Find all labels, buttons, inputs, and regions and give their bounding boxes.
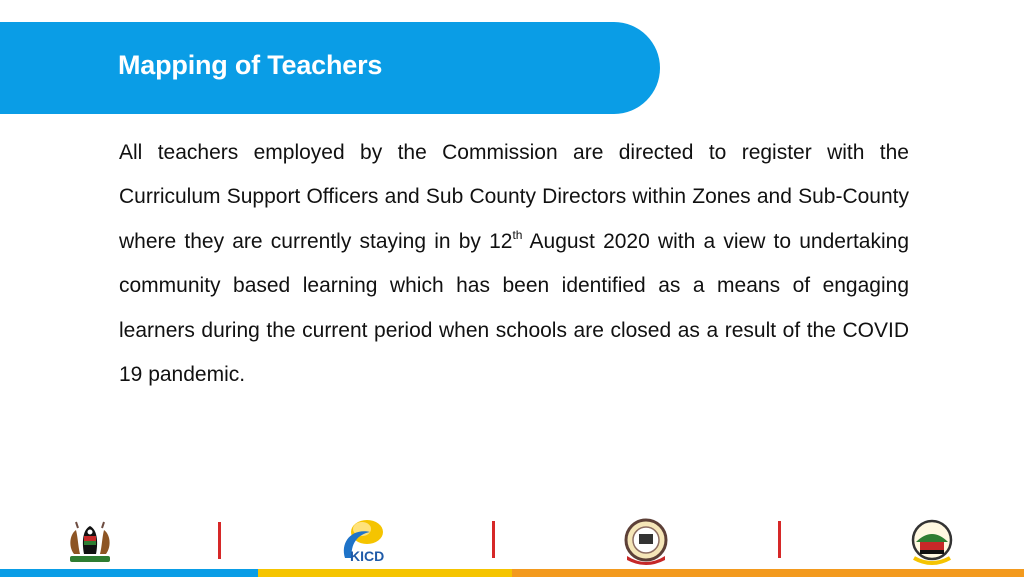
bottom-bar-yellow (258, 569, 512, 577)
slide-title: Mapping of Teachers (118, 50, 383, 80)
body-text-part1: All teachers employed by the Commission are directed to register with the Curriculum Support Officers and Sub County Directors within Zones and Sub-County where they are currently staying in by 12 (119, 141, 909, 253)
tsc-seal-icon (621, 518, 671, 566)
kicd-logo-icon (340, 518, 392, 566)
bottom-color-bar (0, 569, 1024, 577)
footer-divider-2 (492, 521, 495, 558)
body-text-superscript: th (512, 227, 523, 242)
kenya-coat-of-arms-icon (64, 520, 116, 564)
footer-divider-1 (218, 522, 221, 559)
kicd-logo-text: KICD (350, 548, 385, 564)
footer-divider-3 (778, 521, 781, 558)
body-text-part2: August 2020 with a view to undertaking community based learning which has been identified as a means of engaging learners during the current period when schools are closed as a result of the COVID 19 pandemic. (119, 229, 909, 387)
bottom-bar-blue (0, 569, 258, 577)
bottom-bar-orange (512, 569, 1024, 577)
body-paragraph (119, 131, 909, 397)
county-seal-icon (908, 518, 956, 566)
